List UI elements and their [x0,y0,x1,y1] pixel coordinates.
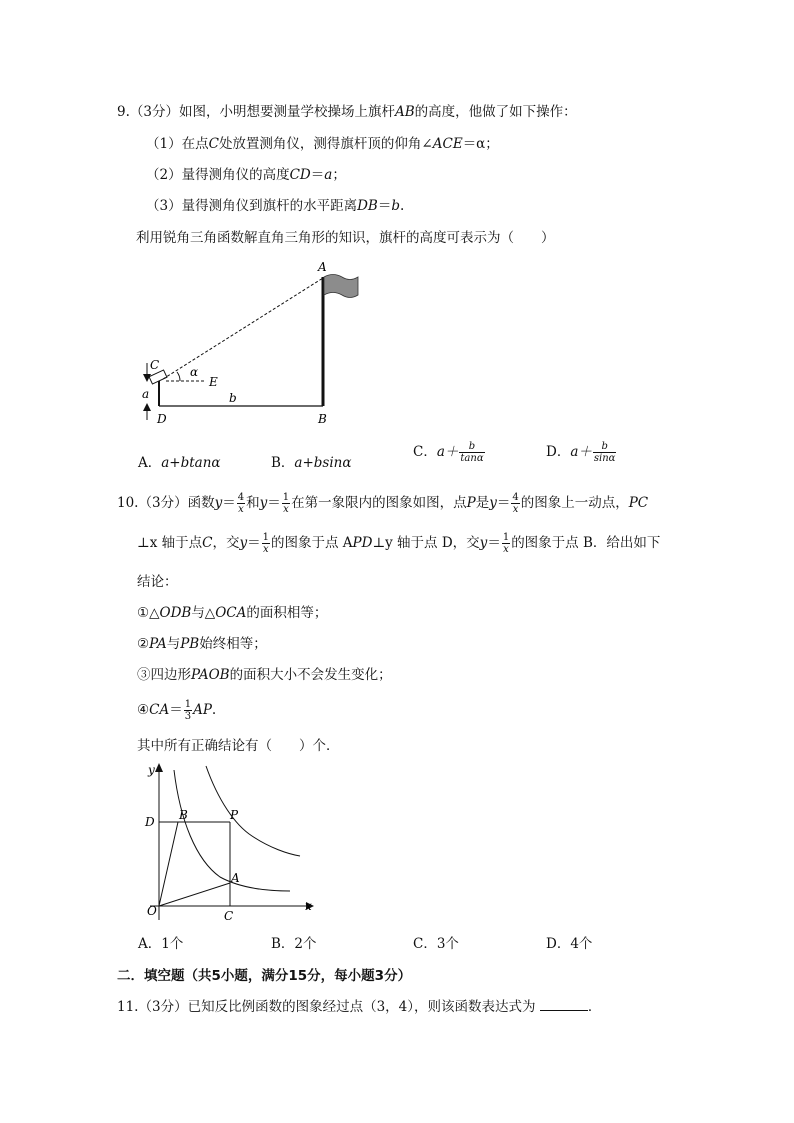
q9-score: （3分） [129,104,179,120]
sight-line-ca [163,278,323,379]
c2-text-b: 与 [166,636,181,652]
c4-end: . [211,702,217,718]
q9-step3-text-c: . [400,198,405,214]
label-point-a: A [318,260,327,274]
q10-eq: ＝ [222,495,236,511]
q9-option-b[interactable] [271,453,351,473]
q9-option-b-label: B． [271,455,295,471]
q10-option-b[interactable]: B．2个 [271,936,317,952]
label-p: P [230,808,239,822]
label-a: a [142,387,150,401]
q9-step3-text-a: （3）量得测角仪到旗杆的水平距离 [146,198,358,214]
q9-option-d-den: sinα [593,453,616,464]
c2-var-pa: PA [149,636,167,652]
frac-den: x [238,504,244,515]
q9-step1-var-c: C [208,136,219,152]
q9-option-b-text: a+bsinα [294,455,352,471]
angle-alpha-arc [177,372,180,381]
label-point-d: D [157,412,167,426]
q9-step2-text-b: ＝ [310,167,325,183]
frac-num: 1 [262,532,269,543]
q9-step1-text-b: 处放置测角仪，测得旗杆顶的仰角∠ [218,136,433,152]
q10-question: 其中所有正确结论有（ ）个． [137,738,340,754]
section-heading-fill-in: 二．填空题（共5小题，满分15分，每小题3分） [117,968,412,984]
q10-l1-text-d: 的图象上一动点， [520,495,629,511]
q9-option-a[interactable] [138,453,221,473]
label-o: O [147,904,157,918]
q11-text: 已知反比例函数的图象经过点（3，4），则该函数表达式为 [187,999,536,1015]
q11-number: 11. [117,999,139,1015]
frac-num: 1 [184,699,192,710]
label-b: b [229,391,237,405]
q9-figure [130,255,380,430]
frac-num: 1 [282,492,290,503]
q11-answer-blank[interactable] [540,998,588,1011]
c2-text-c: 始终相等； [199,636,267,652]
q9-step3-var-db: DB [357,198,378,214]
q10-var-y: y [239,535,248,551]
q10-and: 和 [246,495,260,511]
q9-step3-var-b: b [391,198,400,214]
q10-score: （3分） [138,495,188,511]
q9-step-1 [146,134,499,154]
q10-eq: ＝ [267,495,281,511]
q10-conclusion-3 [137,665,392,685]
q9-step1-var-ace: ACE [432,136,463,152]
frac-den: x [503,544,509,555]
q11-end: ． [587,999,602,1015]
c1-var-odb: ODB [159,605,192,621]
q9-option-c[interactable] [413,441,486,464]
label-alpha: α [190,365,199,379]
c4-var-ap: AP [193,702,212,718]
q9-option-d-fraction [593,441,617,464]
q9-step-3 [146,196,404,216]
c2-text-a: ② [137,636,150,652]
segment-oa [159,883,230,906]
q9-number: 9. [117,104,130,120]
q9-option-d-pre: a＋ [570,444,592,460]
q9-step2-var-cd: CD [289,167,311,183]
q9-step-2 [146,165,346,185]
q10-figure [140,760,325,925]
label-d: D [145,815,155,829]
q10-frac-4-over-x [237,492,245,515]
q10-line-3: 结论： [137,574,178,590]
q9-stem [117,102,577,122]
q10-l2-text-a: ⊥x 轴于点 [137,535,203,551]
label-a: A [231,871,240,885]
frac-den: x [512,504,519,515]
segment-ob [159,822,178,906]
arrowhead-a-bottom [143,403,151,411]
q10-l2-text-e: 的图象于点 B．给出如下 [511,535,661,551]
frac-num: 4 [237,492,245,503]
q10-var-c: C [202,535,213,551]
q9-step2-var-a: a [324,167,333,183]
q10-line-2 [137,530,660,556]
q9-step2-text-c: ； [332,167,346,183]
curve-y-4-over-x [206,766,300,856]
q10-option-a[interactable]: A．1个 [138,936,184,952]
q10-var-y: y [214,495,223,511]
q10-frac-4-over-x [511,492,519,515]
c1-var-oca: OCA [215,605,247,621]
q10-l2-text-d: ⊥y 轴于点 D，交 [372,535,480,551]
frac-den: 3 [184,711,192,722]
q9-step2-text-a: （2）量得测角仪的高度 [146,167,290,183]
q10-l1-text-c: 是 [475,495,490,511]
q11-stem [117,997,601,1017]
c1-text-a: ①△ [137,605,160,621]
frac-num: 1 [502,532,510,543]
q10-frac-1-over-x [282,492,290,515]
c4-var-ca: CA [149,702,170,718]
q10-eq: ＝ [487,535,501,551]
q10-line-1 [117,490,648,516]
q9-var-ab: AB [394,104,415,120]
q9-option-c-num: b [459,441,484,453]
c4-eq: ＝ [169,702,183,718]
q10-eq: ＝ [247,535,261,551]
label-point-e: E [209,375,218,389]
c3-text-a: ③四边形 [137,667,191,683]
q10-conclusion-1 [137,603,327,623]
q9-stem-text-a: 如图，小明想要测量学校操场上旗杆 [178,104,395,120]
q9-option-c-pre: a＋ [436,444,459,460]
q9-option-a-label: A． [138,455,162,471]
q10-var-pd: PD [352,535,373,551]
q10-var-y: y [479,535,488,551]
label-b: B [179,808,188,822]
frac-num: 4 [512,492,519,503]
q10-var-pc: PC [628,495,649,511]
label-point-c: C [150,358,160,372]
q10-l2-text-c: 的图象于点 A [270,535,353,551]
q10-conclusion-4 [137,697,216,723]
frac-den: x [262,544,269,555]
q10-var-y: y [489,495,497,511]
q10-option-d[interactable]: D．4个 [546,936,593,952]
q9-option-c-den: tanα [460,453,484,464]
q9-stem-text-b: 的高度，他做了如下操作： [414,104,577,120]
q9-option-c-label: C． [413,444,437,460]
label-c: C [224,909,234,923]
c3-var-paob: PAOB [191,667,230,683]
q10-var-p: P [466,495,476,511]
q9-option-d-num: b [593,441,617,453]
q10-l1-text-b: 在第一象限内的图象如图，点 [291,495,467,511]
q9-option-c-fraction [459,441,484,464]
q10-var-y: y [259,495,268,511]
instrument-head [149,370,167,384]
q10-l2-text-b: ，交 [212,535,240,551]
q10-frac-1-over-x [262,532,270,555]
y-axis-arrow [155,763,163,772]
c4-fraction [184,699,192,722]
q10-l1-text-a: 函数 [187,495,215,511]
q10-conclusion-2 [137,634,267,654]
q9-step3-text-b: ＝ [377,198,392,214]
q10-option-c[interactable]: C．3个 [413,936,459,952]
c2-var-pb: PB [180,636,200,652]
label-point-b: B [318,412,327,426]
c4-text-a: ④ [137,702,150,718]
q9-step1-text-a: （1）在点 [146,136,209,152]
q9-question: 利用锐角三角函数解直角三角形的知识，旗杆的高度可表示为（ ） [136,230,555,246]
c1-text-c: 的面积相等； [246,605,328,621]
q9-option-d-label: D． [546,444,571,460]
q9-option-d[interactable] [546,441,617,464]
q10-frac-1-over-x [502,532,510,555]
q9-step1-text-c: ＝α； [462,136,499,152]
q9-option-a-text: a+btanα [161,455,221,471]
flag [324,275,358,298]
q10-number: 10. [117,495,139,511]
c1-text-b: 与△ [191,605,216,621]
q11-score: （3分） [138,999,188,1015]
q10-eq: ＝ [496,495,511,511]
label-x: x [305,899,312,913]
frac-den: x [283,504,289,515]
c3-text-b: 的面积大小不会发生变化； [229,667,392,683]
label-y: y [148,763,155,777]
